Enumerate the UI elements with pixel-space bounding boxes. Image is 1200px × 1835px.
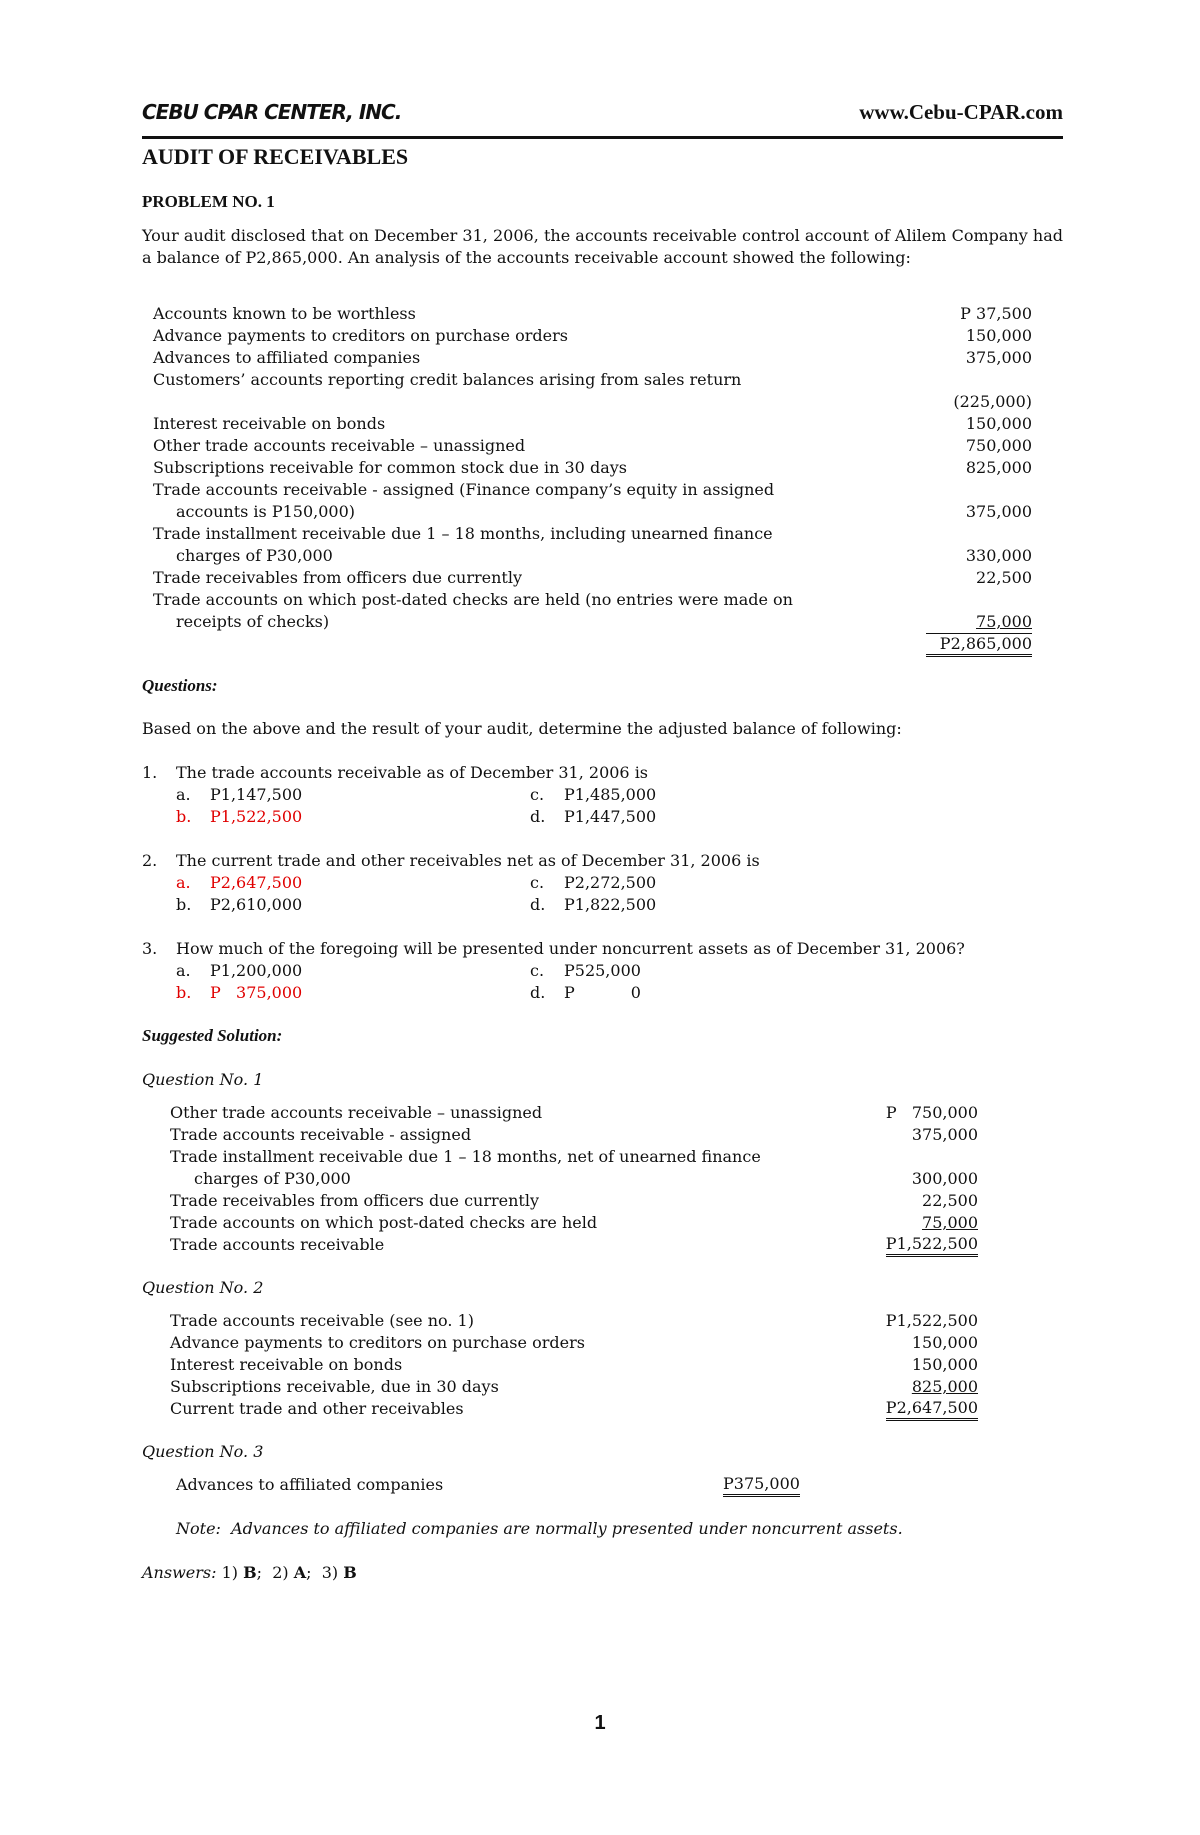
answer-2-number: 2) [272,1563,289,1582]
solution-heading: Suggested Solution: [142,1026,283,1045]
questions-intro: Based on the above and the result of your audit, determine the adjusted balance of following: [142,719,902,738]
question-number: 1. [142,763,158,782]
option-letter: d. [530,895,546,914]
analysis-item-amount: 150,000 [965,326,1032,345]
analysis-item-label: Advances to affiliated companies [153,348,421,367]
analysis-item-label: Trade receivables from officers due currently [153,568,522,587]
website-link[interactable]: www.Cebu-CPAR.com [859,100,1063,124]
page-number: 1 [594,1712,606,1734]
answer-1-number: 1) [221,1563,238,1582]
question-text: The current trade and other receivables net as of December 31, 2006 is [176,851,760,870]
option-letter-correct: b. [176,983,192,1002]
q2-row-amount: P1,522,500 [885,1311,978,1330]
q1-row-label: Trade accounts on which post-dated checks are held [170,1213,598,1232]
analysis-item-label-cont: receipts of checks) [176,612,330,631]
answers-label: Answers: [142,1563,217,1582]
answer-3-number: 3) [321,1563,339,1582]
option-value: P1,147,500 [210,785,303,804]
q1-total-label: Trade accounts receivable [170,1235,385,1254]
q2-total-label: Current trade and other receivables [170,1399,464,1418]
analysis-item-amount: (225,000) [953,392,1032,411]
q1-row-label: Other trade accounts receivable – unassigned [170,1103,543,1122]
q1-row-label-cont: charges of P30,000 [194,1169,351,1188]
q1-row-amount: P 750,000 [885,1103,978,1122]
q1-row-label: Trade installment receivable due 1 – 18 months, net of unearned finance [170,1147,761,1166]
answer-3: B [343,1563,357,1582]
option-value: P 0 [564,983,641,1002]
company-logo: CEBU CPAR CENTER, INC. [142,100,402,124]
option-value: P525,000 [564,961,641,980]
option-letter-correct: a. [176,873,191,892]
q2-row-label: Trade accounts receivable (see no. 1) [170,1311,474,1330]
question-text: The trade accounts receivable as of December 31, 2006 is [176,763,649,782]
q1-row-amount: 375,000 [911,1125,978,1144]
analysis-item-label: Customers’ accounts reporting credit balances arising from sales return [153,370,742,389]
analysis-item-label: Accounts known to be worthless [153,304,416,323]
option-value-correct: P1,522,500 [210,807,303,826]
option-value: P2,272,500 [564,873,657,892]
option-value: P2,610,000 [210,895,303,914]
analysis-item-label: Other trade accounts receivable – unassigned [153,436,526,455]
option-letter: a. [176,785,191,804]
problem-intro: Your audit disclosed that on December 31, 2006, the accounts receivable control account of Alilem Company had a balance of P2,865,000. An analysis of the accounts receivable account showed the following: [142,226,1063,267]
option-letter: d. [530,807,546,826]
option-value: P1,200,000 [210,961,303,980]
option-letter: d. [530,983,546,1002]
analysis-item-label: Subscriptions receivable for common stock due in 30 days [153,458,627,477]
analysis-item-amount: 330,000 [965,546,1032,565]
analysis-item-amount: 375,000 [965,502,1032,521]
option-value: P1,485,000 [564,785,657,804]
q2-row-label: Subscriptions receivable, due in 30 days [170,1377,499,1396]
analysis-item-amount: 825,000 [965,458,1032,477]
option-value-correct: P2,647,500 [210,873,303,892]
question-number: 2. [142,851,158,870]
q1-row-amount: 22,500 [922,1191,978,1210]
q1-label: Question No. 1 [142,1070,264,1089]
analysis-item-label: Trade installment receivable due 1 – 18 months, including unearned finance [153,524,773,543]
q2-row-amount: 825,000 [911,1377,978,1396]
analysis-item-amount: 375,000 [965,348,1032,367]
analysis-item-label: Trade accounts on which post-dated checks are held (no entries were made on [153,590,793,609]
q1-row-amount: 300,000 [911,1169,978,1188]
analysis-item-amount: P 37,500 [960,304,1032,323]
problem-label: PROBLEM NO. 1 [142,192,275,211]
question-number: 3. [142,939,158,958]
analysis-item-amount: 150,000 [965,414,1032,433]
option-letter: b. [176,895,192,914]
questions-heading: Questions: [142,676,218,695]
analysis-item-label-cont: accounts is P150,000) [176,502,356,521]
q3-item: Advances to affiliated companies [176,1475,444,1494]
analysis-item-amount: 75,000 [976,612,1032,631]
q2-total-amount: P2,647,500 [886,1398,978,1421]
answers-line: Answers: 1) B; 2) A; 3) B [142,1563,357,1582]
option-letter: a. [176,961,191,980]
q1-total-amount: P1,522,500 [886,1234,978,1257]
option-letter: c. [530,873,545,892]
q1-row-label: Trade receivables from officers due currently [170,1191,539,1210]
q2-row-amount: 150,000 [911,1355,978,1374]
answer-2: A [293,1563,307,1582]
option-letter-correct: b. [176,807,192,826]
analysis-item-amount: 750,000 [965,436,1032,455]
q2-row-label: Interest receivable on bonds [170,1355,403,1374]
analysis-item-label: Advance payments to creditors on purchase orders [153,326,568,345]
q1-row-label: Trade accounts receivable - assigned [170,1125,472,1144]
option-value: P1,822,500 [564,895,657,914]
analysis-item-label-cont: charges of P30,000 [176,546,333,565]
q3-label: Question No. 3 [142,1442,264,1461]
q1-row-amount: 75,000 [922,1213,978,1232]
q3-amount: P375,000 [723,1474,800,1497]
option-value: P1,447,500 [564,807,657,826]
analysis-total: P2,865,000 [926,633,1032,657]
page-title: AUDIT OF RECEIVABLES [142,144,409,169]
q2-row-label: Advance payments to creditors on purchase orders [170,1333,585,1352]
page-header [142,96,1063,139]
analysis-item-label: Trade accounts receivable - assigned (Finance company’s equity in assigned [153,480,775,499]
q3-note: Note: Advances to affiliated companies are normally presented under noncurrent assets. [176,1519,903,1538]
option-value-correct: P 375,000 [210,983,303,1002]
q2-label: Question No. 2 [142,1278,264,1297]
question-text: How much of the foregoing will be presented under noncurrent assets as of December 31, 2006? [176,939,965,958]
option-letter: c. [530,961,545,980]
analysis-item-amount: 22,500 [976,568,1032,587]
q2-row-amount: 150,000 [911,1333,978,1352]
answer-1: B [243,1563,257,1582]
option-letter: c. [530,785,545,804]
analysis-item-label: Interest receivable on bonds [153,414,386,433]
